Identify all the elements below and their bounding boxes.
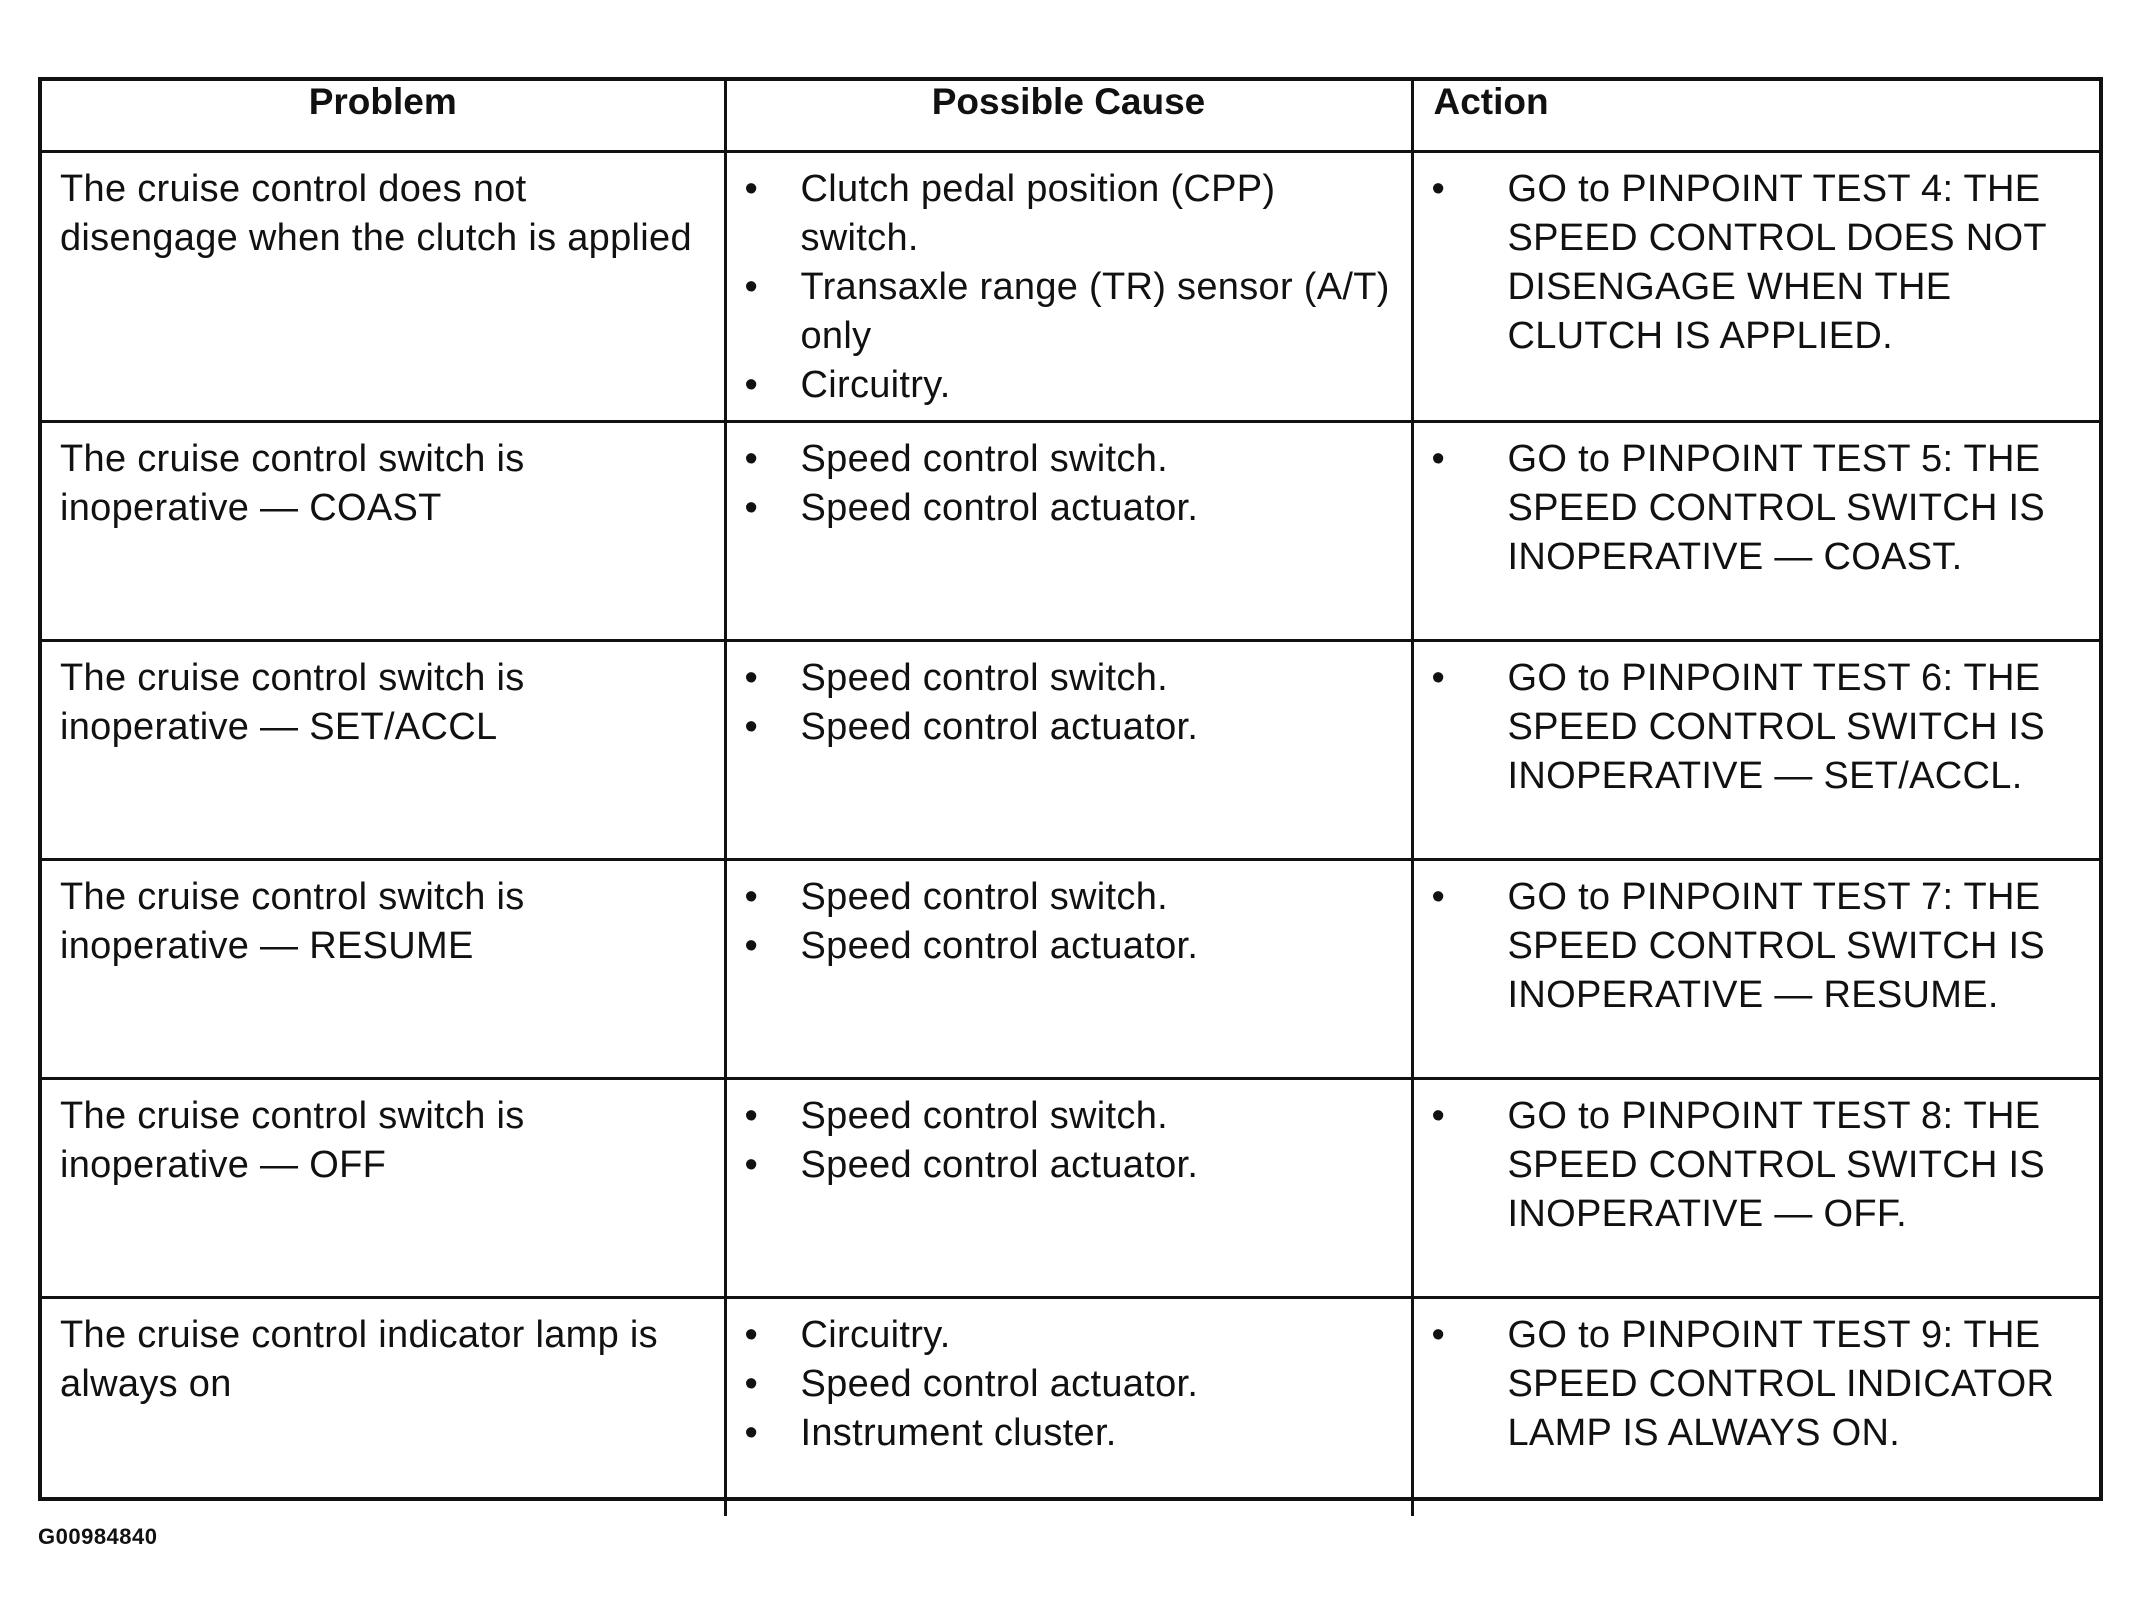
action-list — [1432, 873, 2082, 1020]
table-row — [42, 1297, 2099, 1516]
table-row — [42, 1078, 2099, 1297]
table-row — [42, 151, 2099, 421]
diagnosis-table — [42, 81, 2099, 1516]
cause-item: • Circuitry. — [801, 361, 1393, 410]
cause-item: • Speed control actuator. — [801, 703, 1393, 752]
cause-cell — [725, 1078, 1412, 1297]
cause-item: • Speed control actuator. — [801, 1141, 1393, 1190]
action-item: • GO to PINPOINT TEST 7: THE SPEED CONTROL SWITCH IS INOPERATIVE — RESUME. — [1508, 873, 2082, 1020]
action-item: • GO to PINPOINT TEST 9: THE SPEED CONTROL INDICATOR LAMP IS ALWAYS ON. — [1508, 1311, 2082, 1458]
cause-item: • Clutch pedal position (CPP) switch. — [801, 165, 1393, 263]
action-item: • GO to PINPOINT TEST 6: THE SPEED CONTROL SWITCH IS INOPERATIVE — SET/ACCL. — [1508, 654, 2082, 801]
action-list — [1432, 435, 2082, 582]
cause-item: • Speed control switch. — [801, 1092, 1393, 1141]
action-cell — [1412, 1297, 2099, 1516]
problem-cell: The cruise control indicator lamp is always on — [42, 1297, 725, 1516]
cause-list — [745, 435, 1393, 533]
cause-list — [745, 654, 1393, 752]
cause-list — [745, 1092, 1393, 1190]
cause-item: • Speed control switch. — [801, 873, 1393, 922]
header-problem: Problem — [42, 81, 725, 151]
diagnosis-table-frame — [38, 77, 2103, 1501]
cause-cell — [725, 640, 1412, 859]
header-possible-cause: Possible Cause — [725, 81, 1412, 151]
action-cell — [1412, 421, 2099, 640]
table-row — [42, 859, 2099, 1078]
cause-cell — [725, 1297, 1412, 1516]
cause-item: • Speed control switch. — [801, 435, 1393, 484]
cause-list — [745, 1311, 1393, 1458]
cause-item: • Instrument cluster. — [801, 1409, 1393, 1458]
action-item: • GO to PINPOINT TEST 8: THE SPEED CONTROL SWITCH IS INOPERATIVE — OFF. — [1508, 1092, 2082, 1239]
cause-cell — [725, 151, 1412, 421]
header-row — [42, 81, 2099, 151]
action-list — [1432, 1311, 2082, 1458]
problem-cell: The cruise control switch is inoperative — SET/ACCL — [42, 640, 725, 859]
cause-item: • Speed control switch. — [801, 654, 1393, 703]
cause-cell — [725, 859, 1412, 1078]
action-item: • GO to PINPOINT TEST 4: THE SPEED CONTROL DOES NOT DISENGAGE WHEN THE CLUTCH IS APPLIED. — [1508, 165, 2082, 361]
action-cell — [1412, 859, 2099, 1078]
action-list — [1432, 1092, 2082, 1239]
cause-item: • Speed control actuator. — [801, 922, 1393, 971]
action-cell — [1412, 640, 2099, 859]
cause-item: • Speed control actuator. — [801, 1360, 1393, 1409]
table-row — [42, 421, 2099, 640]
problem-cell: The cruise control switch is inoperative — OFF — [42, 1078, 725, 1297]
table-row — [42, 640, 2099, 859]
header-action: Action — [1412, 81, 2099, 151]
problem-cell: The cruise control does not disengage when the clutch is applied — [42, 151, 725, 421]
problem-cell: The cruise control switch is inoperative — RESUME — [42, 859, 725, 1078]
cause-cell — [725, 421, 1412, 640]
figure-id: G00984840 — [38, 1524, 158, 1549]
problem-cell: The cruise control switch is inoperative — COAST — [42, 421, 725, 640]
cause-item: • Circuitry. — [801, 1311, 1393, 1360]
cause-list — [745, 873, 1393, 971]
action-cell — [1412, 1078, 2099, 1297]
cause-item: • Transaxle range (TR) sensor (A/T) only — [801, 263, 1393, 361]
action-item: • GO to PINPOINT TEST 5: THE SPEED CONTROL SWITCH IS INOPERATIVE — COAST. — [1508, 435, 2082, 582]
cause-list — [745, 165, 1393, 410]
action-list — [1432, 654, 2082, 801]
action-list — [1432, 165, 2082, 361]
action-cell — [1412, 151, 2099, 421]
cause-item: • Speed control actuator. — [801, 484, 1393, 533]
